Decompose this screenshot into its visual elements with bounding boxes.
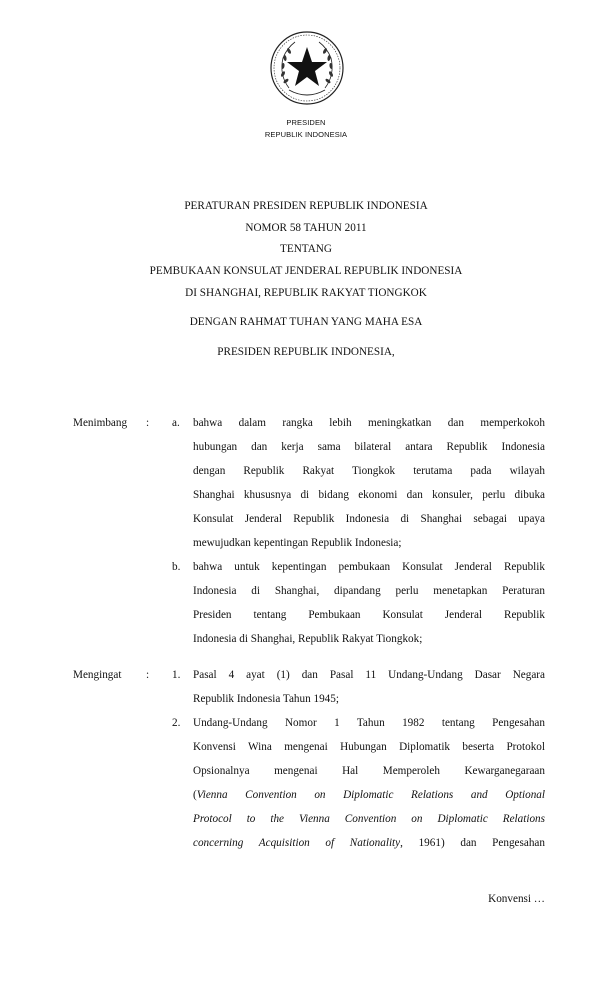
- presidential-seal-icon: [269, 30, 345, 106]
- regulation-title: PERATURAN PRESIDEN REPUBLIK INDONESIA: [184, 200, 428, 212]
- text-line: Presiden tentang Pembukaan Konsulat Jenderal Republik: [193, 609, 545, 621]
- page-continuation: Konvensi …: [488, 893, 545, 905]
- mengingat-1-text: [193, 663, 545, 711]
- menimbang-a-num: a.: [172, 417, 180, 429]
- invocation: DENGAN RAHMAT TUHAN YANG MAHA ESA: [189, 316, 423, 328]
- mengingat-label: Mengingat: [73, 669, 122, 681]
- text-line: Opsionalnya mengenai Hal Memperoleh Kewarganegaraan: [193, 765, 545, 777]
- text-line: mewujudkan kepentingan Republik Indonesia;: [193, 537, 402, 549]
- text-line: (Vienna Convention on Diplomatic Relations and Optional: [193, 789, 545, 801]
- mengingat-2-num: 2.: [172, 717, 181, 729]
- menimbang-colon: :: [146, 417, 150, 429]
- text-line: Protocol to the Vienna Convention on Diplomatic Relations: [193, 813, 545, 825]
- text-line: bahwa dalam rangka lebih meningkatkan dan memperkokoh: [193, 417, 545, 429]
- text-line: Pasal 4 ayat (1) dan Pasal 11 Undang-Undang Dasar Negara: [193, 669, 545, 681]
- header-republic: REPUBLIK INDONESIA: [264, 130, 348, 139]
- regulation-location: DI SHANGHAI, REPUBLIK RAKYAT TIONGKOK: [185, 287, 427, 299]
- regulation-number: NOMOR 58 TAHUN 2011: [245, 222, 367, 234]
- text-line: hubungan dan kerja sama bilateral antara Republik Indonesia: [193, 441, 545, 453]
- text-line: Indonesia di Shanghai, dipandang perlu menetapkan Peraturan: [193, 585, 545, 597]
- mengingat-1-num: 1.: [172, 669, 181, 681]
- text-line: dengan Republik Rakyat Tiongkok terutama pada wilayah: [193, 465, 545, 477]
- text-line: Republik Indonesia Tahun 1945;: [193, 693, 339, 705]
- text-line: Indonesia di Shanghai, Republik Rakyat Tiongkok;: [193, 633, 423, 645]
- issuer: PRESIDEN REPUBLIK INDONESIA,: [217, 346, 395, 358]
- mengingat-2-text: [193, 711, 545, 855]
- text-line: bahwa untuk kepentingan pembukaan Konsulat Jenderal Republik: [193, 561, 545, 573]
- menimbang-a-text: [193, 411, 545, 555]
- header-president: PRESIDEN: [286, 118, 326, 127]
- mengingat-colon: :: [146, 669, 150, 681]
- text-line: Shanghai khususnya di bidang ekonomi dan konsuler, perlu dibuka: [193, 489, 545, 501]
- regulation-about: TENTANG: [280, 243, 332, 255]
- text-line: Undang-Undang Nomor 1 Tahun 1982 tentang Pengesahan: [193, 717, 545, 729]
- text-line: Konsulat Jenderal Republik Indonesia di Shanghai sebagai upaya: [193, 513, 545, 525]
- text-line: concerning Acquisition of Nationality, 1961) dan Pengesahan: [193, 837, 545, 849]
- menimbang-label: Menimbang: [73, 417, 128, 429]
- menimbang-b-text: [193, 555, 545, 651]
- menimbang-b-num: b.: [172, 561, 181, 573]
- regulation-subject: PEMBUKAAN KONSULAT JENDERAL REPUBLIK INDONESIA: [149, 265, 463, 277]
- text-line: Konvensi Wina mengenai Hubungan Diplomatik beserta Protokol: [193, 741, 545, 753]
